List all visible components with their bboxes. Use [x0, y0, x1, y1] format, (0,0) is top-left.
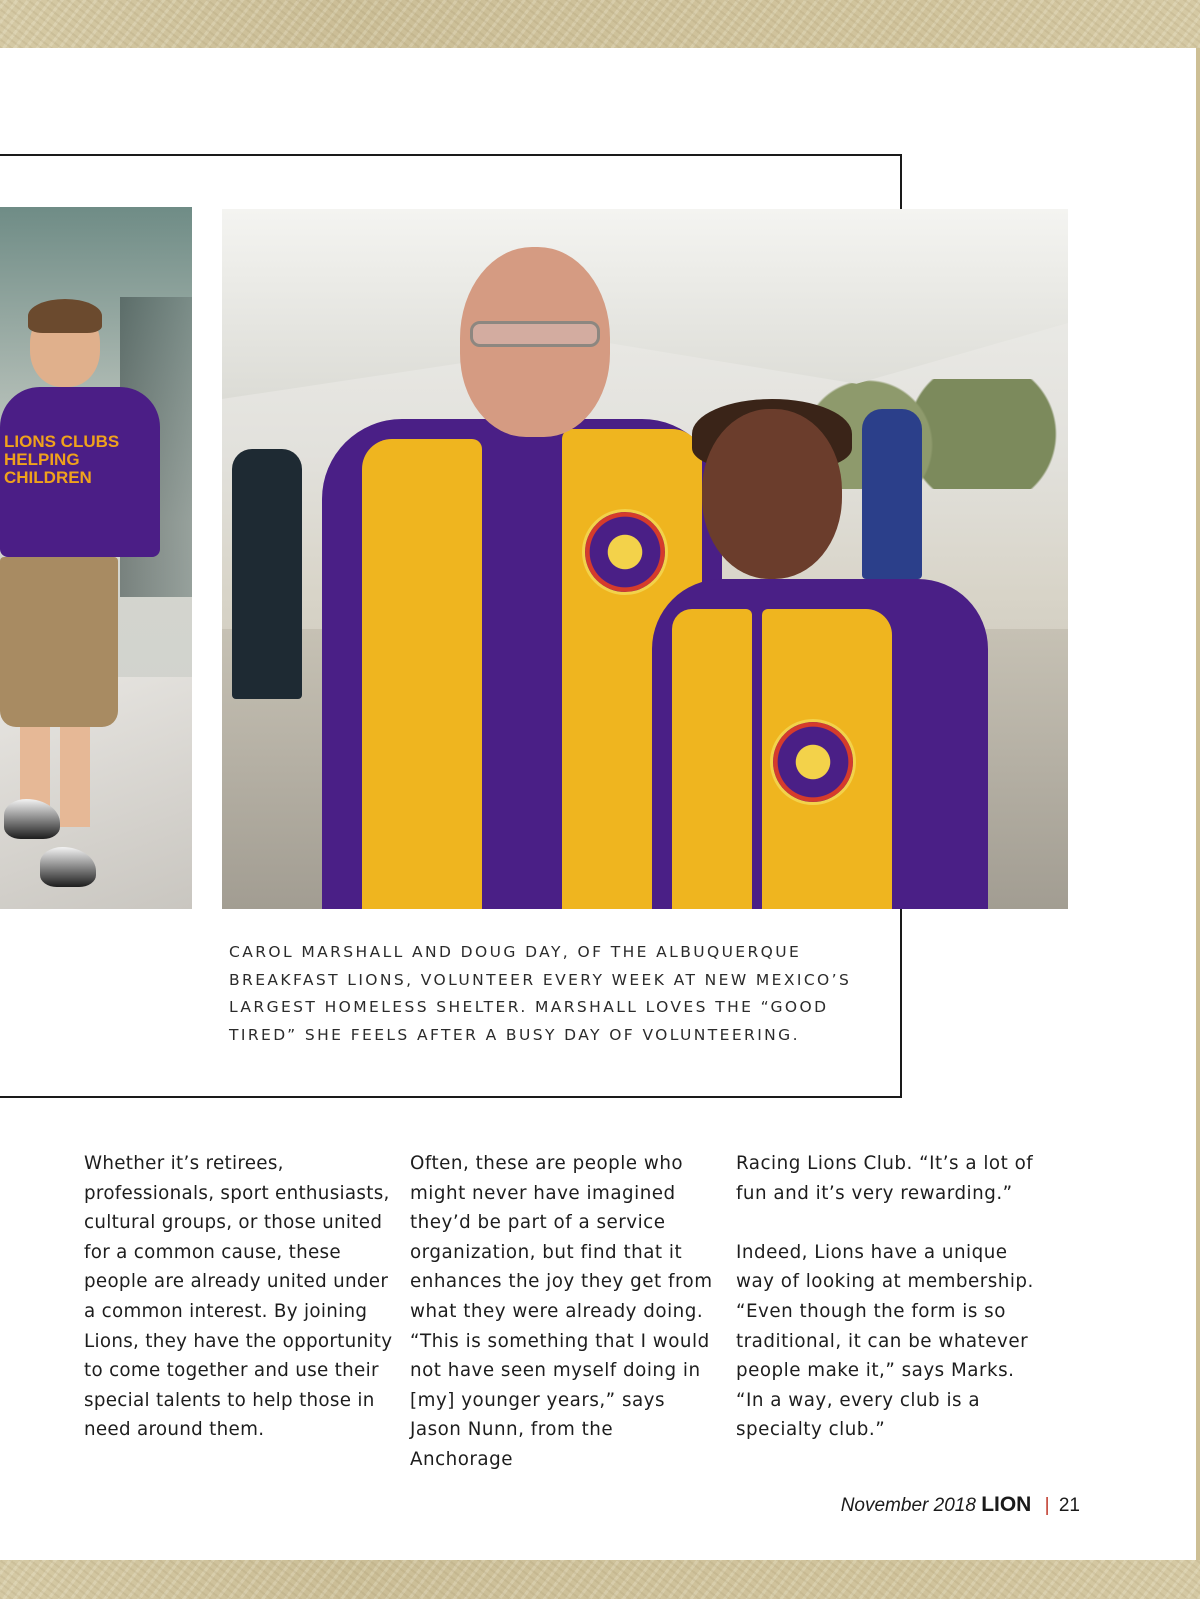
photo-lions-volunteers [222, 209, 1068, 909]
lions-emblem-icon [582, 509, 668, 595]
page-number: 21 [1058, 1495, 1080, 1516]
man-glasses [470, 321, 600, 347]
boy-shirt-text: LIONS CLUBS HELPING CHILDREN [4, 432, 120, 487]
boy-hair [28, 299, 102, 333]
photo-background-person [862, 409, 922, 579]
body-paragraph: Indeed, Lions have a unique way of looking at membership. “Even though the form is so traditional, it can be whatever people make it,” says Marks. “In a way, every club is a specialty club.” [736, 1241, 1034, 1441]
folio-separator: | [1044, 1495, 1050, 1516]
body-paragraph: Whether it’s retirees, professionals, sport enthusiasts, cultural groups, or those united for a common cause, these people are already united under a common interest. By joining Lions, they have the opportunity to come together and use their special talents to help those in need around them. [84, 1153, 393, 1441]
woman-vest-left [672, 609, 752, 909]
body-column-1 [84, 1149, 404, 1445]
body-paragraph: Racing Lions Club. “It’s a lot of fun and it’s very rewarding.” [736, 1153, 1034, 1204]
photo-tent-canopy [222, 209, 1068, 399]
folio-issue-date: November 2018 [840, 1495, 976, 1516]
woman-head [702, 409, 842, 579]
lions-emblem-icon [770, 719, 856, 805]
page-right-edge [1196, 48, 1200, 1560]
parchment-border-bottom [0, 1560, 1200, 1599]
photo-boy-purple-shirt [0, 207, 192, 909]
body-column-2 [410, 1149, 720, 1475]
boy-shorts [0, 557, 118, 727]
photo-caption: CAROL MARSHALL AND DOUG DAY, OF THE ALBUQUERQUE BREAKFAST LIONS, VOLUNTEER EVERY WEEK AT NEW MEXICO’S LARGEST HOMELESS SHELTER. MARSHALL LOVES THE “GOOD TIRED” SHE FEELS AFTER A BUSY DAY OF VOLUNTEERING. [229, 943, 852, 1044]
body-column-3 [736, 1149, 1048, 1445]
boy-leg-right [60, 727, 90, 827]
parchment-border-top [0, 0, 1200, 48]
photo-background-person [232, 449, 302, 699]
body-paragraph: Often, these are people who might never have imagined they’d be part of a service organization, but find that it enhances the joy they get from what they were already doing. “This is something that I would not have seen myself doing in [my] younger years,” says Jason Nunn, from the Anchorage [410, 1153, 713, 1470]
man-vest-left [362, 439, 482, 909]
page-folio [780, 1493, 1080, 1517]
folio-magazine-name: LION [981, 1493, 1032, 1516]
